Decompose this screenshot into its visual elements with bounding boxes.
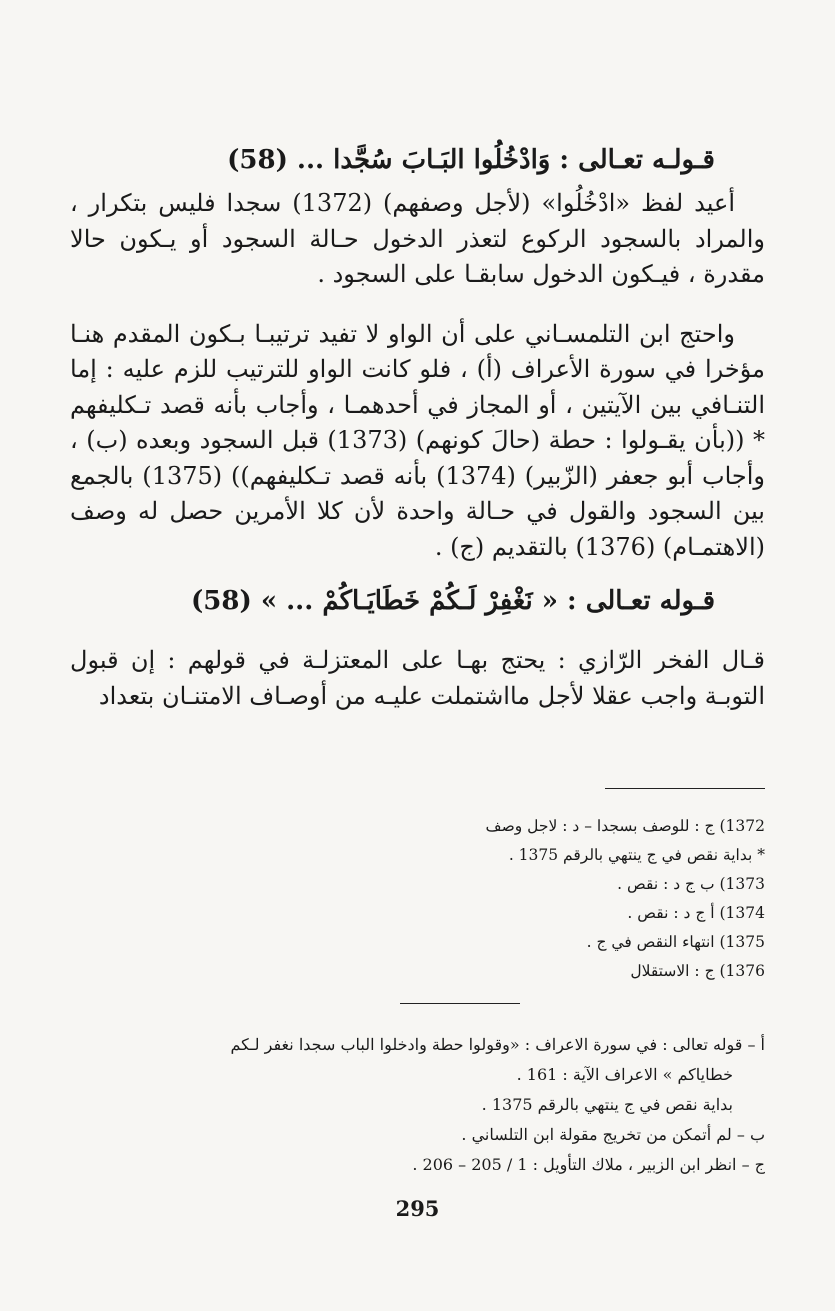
footnote: 1375) انتهاء النقص في ج . bbox=[586, 933, 765, 951]
manuscript-footnotes bbox=[165, 812, 765, 986]
editor-notes-divider bbox=[400, 1003, 520, 1004]
editor-note: أ – قوله تعالى : في سورة الاعراف : «وقولوا حطة وادخلوا الباب سجدا نغفر لـكم bbox=[230, 1035, 765, 1054]
editor-notes bbox=[80, 1030, 765, 1180]
footnote: 1374) أ ج د : نقص . bbox=[627, 904, 765, 922]
verse-heading-1: قـولـه تعـالى : وَادْخُلُوا البَـابَ سُجَّدا ... (58) bbox=[227, 145, 715, 175]
editor-note: خطاياكم » الاعراف الآية : 161 . bbox=[516, 1065, 733, 1084]
paragraph-1: أعيد لفظ «ادْخُلُوا» (لأجل وصفهم) (1372) سجدا فليس بتكرار ، والمراد بالسجود الركوع لتعذر الدخول حـالة السجود أو يـكون حالا مقدرة ، فيـكون الدخول سابقـا على السجود . bbox=[70, 189, 765, 288]
page-number: 295 bbox=[395, 1196, 440, 1221]
footnote: 1376) ج : الاستقلال bbox=[630, 962, 765, 980]
footnote: * بداية نقص في ج ينتهي بالرقم 1375 . bbox=[508, 846, 765, 864]
paragraph-2: واحتج ابن التلمسـاني على أن الواو لا تفيد ترتيبـا بـكون المقدم هنـا مؤخرا في سورة الأعراف (أ) ، فلو كانت الواو للترتيب للزم عليه : إما التنـافي بين الآيتين ، أو المجاز في أحدهمـا ، وأجاب بأنه قصد تـكليفهم * ((بأن يقـولوا : حطة (حالَ كونهم) (1373) قبل السجود وبعده (ب) ، وأجاب أبو جعفر (الزّبير) (1374) بأنه قصد تـكليفهم)) (1375) بالجمع بين السجود والقول في حـالة واحدة لأن كلا الأمرين حصل له وصف (الاهتمـام) (1376) بالتقديم (ج) . bbox=[70, 319, 766, 561]
verse-heading-2: قـوله تعـالى : « نَغْفِرْ لَـكُمْ خَطَايَـاكُمْ ... » (58) bbox=[190, 586, 715, 616]
editor-note: ج – انظر ابن الزبير ، ملاك التأويل : 1 / 205 – 206 . bbox=[412, 1155, 765, 1174]
footnote: 1372) ج : للوصف بسجدا – د : لاجل وصف bbox=[485, 817, 765, 835]
main-text bbox=[70, 140, 765, 714]
footnote-divider bbox=[605, 788, 765, 789]
footnote: 1373) ب ج د : نقص . bbox=[617, 875, 765, 893]
paragraph-3: قـال الفخر الرّازي : يحتج بهـا على المعتزلـة في قولهم : إن قبول التوبـة واجب عقلا لأجل مااشتملت عليـه من أوصـاف الامتنـان بتعداد bbox=[70, 646, 765, 710]
editor-note: ب – لم أتمكن من تخريج مقولة ابن التلساني . bbox=[461, 1125, 765, 1144]
editor-note: بداية نقص في ج ينتهي بالرقم 1375 . bbox=[481, 1095, 733, 1114]
